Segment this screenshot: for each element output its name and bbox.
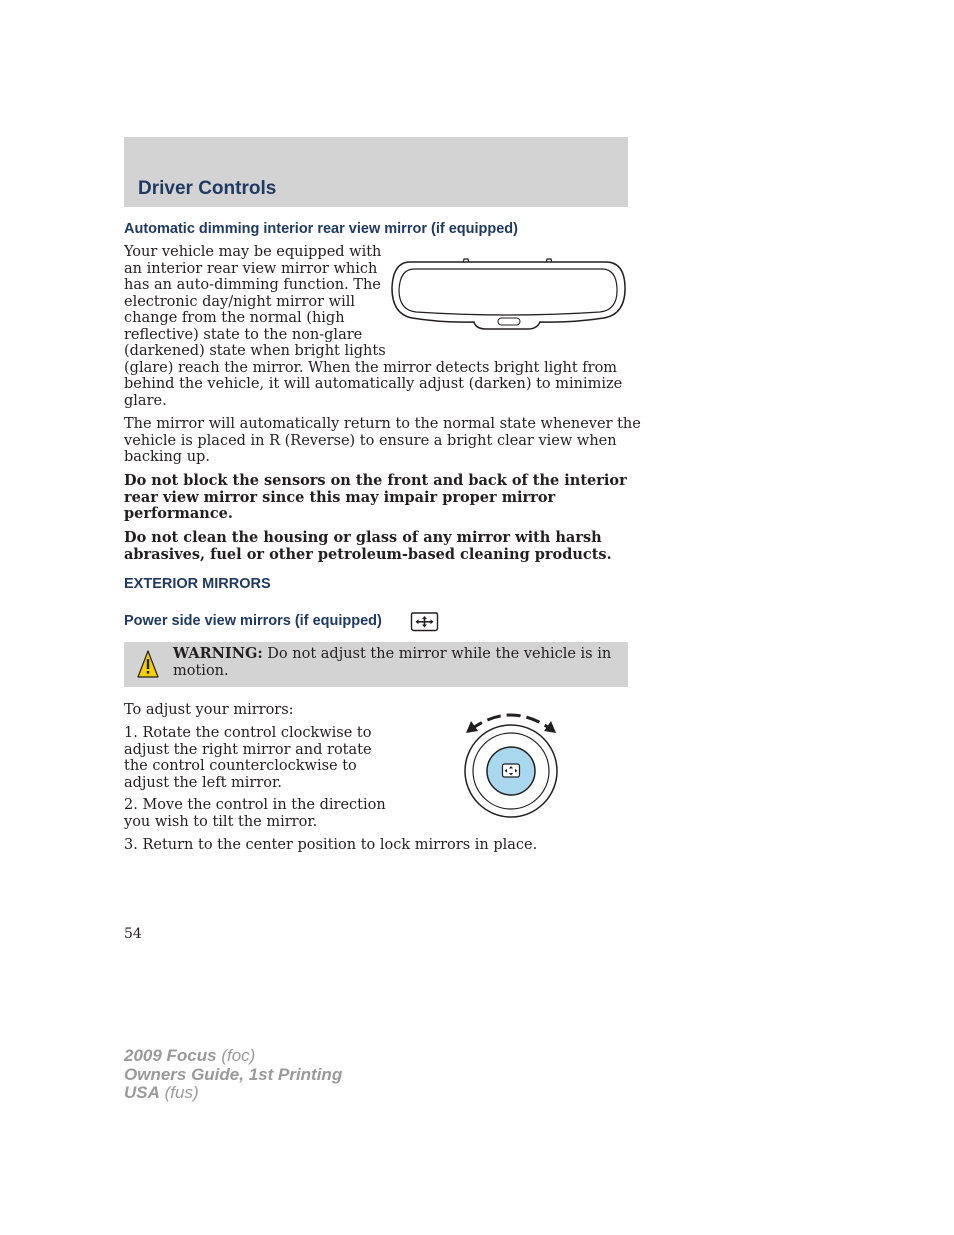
paragraph-line: reflective) state to the non-glare bbox=[124, 326, 363, 343]
step-line: adjust the left mirror. bbox=[124, 774, 282, 791]
paragraph-line: vehicle is placed in R (Reverse) to ensure a bright clear view when bbox=[124, 432, 617, 449]
mirror-adjust-icon bbox=[410, 610, 439, 633]
caution-line: rear view mirror since this may impair proper mirror bbox=[124, 488, 556, 506]
caution-line: abrasives, fuel or other petroleum-based cleaning products. bbox=[124, 545, 612, 563]
caution-line: Do not block the sensors on the front and back of the interior bbox=[124, 472, 627, 489]
paragraph-line: glare. bbox=[124, 392, 167, 409]
section-title: Driver Controls bbox=[138, 178, 277, 199]
document-footer bbox=[124, 1047, 342, 1103]
paragraph-line: an interior rear view mirror which bbox=[124, 260, 378, 277]
step-line: you wish to tilt the mirror. bbox=[124, 813, 318, 830]
paragraph-line: (glare) reach the mirror. When the mirror detects bright light from bbox=[124, 359, 618, 376]
footer-line-1 bbox=[124, 1047, 342, 1066]
warning-line-1: Do not adjust the mirror while the vehicle is in bbox=[262, 646, 612, 662]
step-line: adjust the right mirror and rotate bbox=[124, 741, 372, 758]
mirror-sensor-window bbox=[498, 318, 520, 325]
warning-line-2: motion. bbox=[173, 662, 229, 679]
auto-dimming-heading: Automatic dimming interior rear view mirror (if equipped) bbox=[124, 221, 518, 237]
caution-line: Do not clean the housing or glass of any mirror with harsh bbox=[124, 529, 602, 546]
paragraph-line: behind the vehicle, it will automatically adjust (darken) to minimize bbox=[124, 376, 623, 392]
caution-line: performance. bbox=[124, 505, 233, 522]
paragraph-line: electronic day/night mirror will bbox=[124, 293, 355, 310]
paragraph-line: Your vehicle may be equipped with bbox=[124, 244, 382, 260]
power-mirrors-heading: Power side view mirrors (if equipped) bbox=[124, 613, 382, 629]
footer-line-2: Owners Guide, 1st Printing bbox=[124, 1064, 343, 1084]
footer-market: USA bbox=[124, 1083, 160, 1102]
paragraph-line: backing up. bbox=[124, 449, 210, 465]
step-line: 1. Rotate the control clockwise to bbox=[124, 725, 372, 741]
warning-triangle-icon bbox=[136, 648, 160, 680]
footer-line-3 bbox=[124, 1084, 342, 1103]
warning-label: WARNING: bbox=[173, 645, 263, 662]
footer-model: 2009 Focus bbox=[124, 1046, 217, 1065]
footer-market-code: (fus) bbox=[159, 1083, 199, 1102]
step-line: 2. Move the control in the direction bbox=[124, 797, 386, 813]
page-number: 54 bbox=[124, 926, 142, 942]
paragraph-line: (darkened) state when bright lights bbox=[124, 343, 386, 359]
warning-text bbox=[173, 646, 613, 679]
step-3: 3. Return to the center position to lock mirrors in place. bbox=[124, 837, 538, 853]
step-line: the control counterclockwise to bbox=[124, 758, 357, 774]
paragraph-line: change from the normal (high bbox=[124, 310, 345, 326]
footer-model-code: (foc) bbox=[216, 1046, 256, 1065]
exterior-mirrors-heading: EXTERIOR MIRRORS bbox=[124, 576, 271, 592]
adjust-intro: To adjust your mirrors: bbox=[124, 702, 294, 718]
rear-view-mirror-illustration bbox=[390, 254, 628, 330]
warning-box bbox=[124, 642, 628, 687]
mirror-control-knob-illustration bbox=[458, 703, 564, 819]
paragraph-line: The mirror will automatically return to the normal state whenever the bbox=[124, 416, 641, 432]
paragraph-line: has an auto-dimming function. The bbox=[124, 277, 381, 293]
